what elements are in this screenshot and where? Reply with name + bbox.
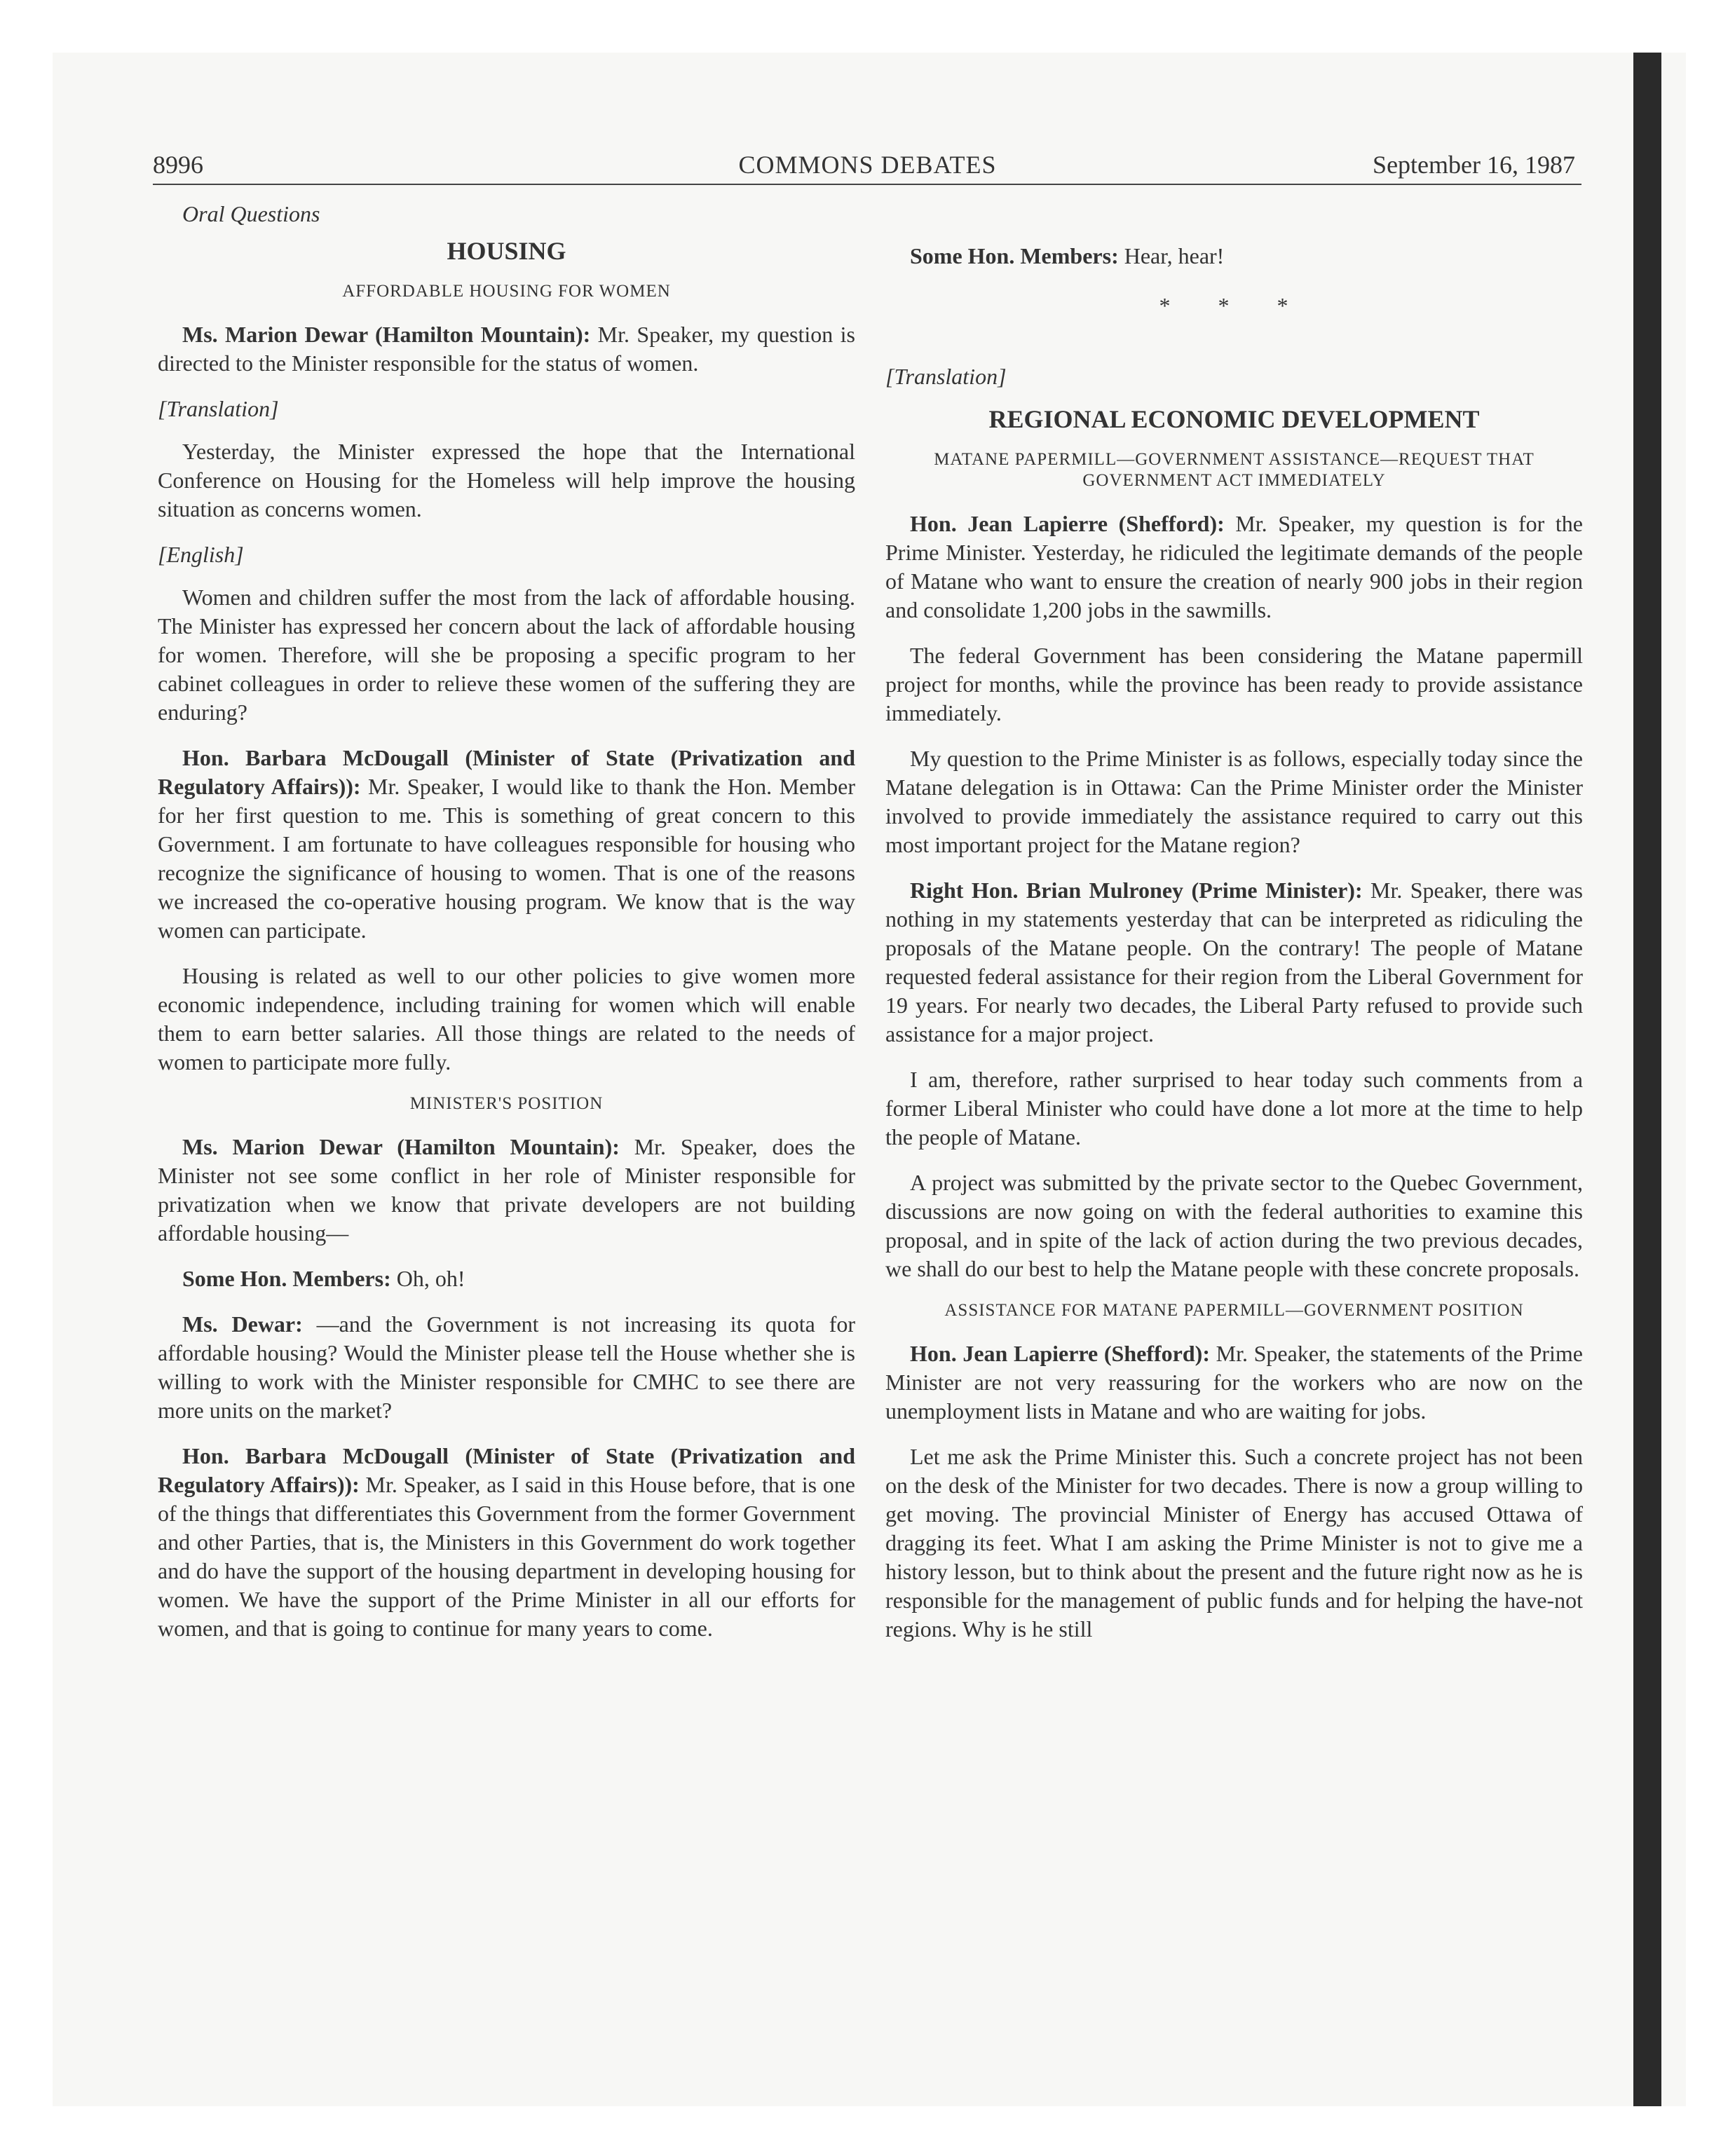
- section-separator: * * *: [1159, 293, 1309, 318]
- speaker-name: Ms. Marion Dewar (Hamilton Mountain):: [182, 322, 591, 347]
- speaker-name: Hon. Barbara McDougall (Minister of State (Privatization and Regulatory Affairs)):: [158, 1443, 855, 1497]
- speech-paragraph: Housing is related as well to our other policies to give women more economic independence, including training for women which will enable them to earn better salaries. All those things are related to the needs of women to participate more fully.: [158, 963, 855, 1074]
- speech-paragraph: The federal Government has been considering the Matane papermill project for months, while the province has been ready to provide assistance immediately.: [885, 643, 1583, 725]
- speech-text: Mr. Speaker, the statements of the Prime Minister are not very reassuring for the workers who are now on the unemployment lists in Matane and who are waiting for jobs.: [885, 1341, 1584, 1424]
- subheading: ASSISTANCE FOR MATANE PAPERMILL—GOVERNMENT POSITION: [944, 1301, 1524, 1320]
- speaker-name: Ms. Marion Dewar (Hamilton Mountain):: [182, 1134, 620, 1159]
- speaker-name: Hon. Jean Lapierre (Shefford):: [910, 1341, 1210, 1366]
- speech-paragraph: [158, 320, 855, 378]
- subheading: MINISTER'S POSITION: [409, 1094, 604, 1113]
- speech-text: Mr. Speaker, my question is for the Prime Minister. Yesterday, he ridiculed the legitimate demands of the people of Matane who want to ensure the creation of nearly 900 jobs in their region and consolidate 1,200 jobs in the sawmills.: [885, 511, 1584, 622]
- right-column: [885, 200, 1583, 1660]
- speech-text: Mr. Speaker, as I said in this House before, that is one of the things that differentiates this Government from the former Government and other Parties, that is, the Ministers in this Government do work together and do have the support of the housing department in developing housing for women. We have the support of the Prime Minister in all our efforts for women, and that is going to continue for many years to come.: [158, 1472, 856, 1641]
- header-rule: [153, 184, 1581, 185]
- speech-text: Oh, oh!: [390, 1266, 465, 1291]
- speech-paragraph: Yesterday, the Minister expressed the hope that the International Conference on Housing for the Homeless will help improve the housing situation as concerns women.: [158, 439, 855, 521]
- section-label: Oral Questions: [182, 201, 320, 226]
- speech-paragraph: [885, 876, 1583, 1049]
- section-heading: HOUSING: [447, 237, 566, 265]
- speech-paragraph: My question to the Prime Minister is as follows, especially today since the Matane delegation is in Ottawa: Can the Prime Minister order the Minister involved to provide immediately the assistance required to carry out this most important project for the Matane region?: [885, 746, 1583, 857]
- speech-paragraph: [885, 242, 1583, 271]
- speech-paragraph: [158, 1442, 855, 1643]
- speaker-name: Hon. Barbara McDougall (Minister of State (Privatization and Regulatory Affairs)):: [158, 745, 855, 799]
- speech-paragraph: [158, 1133, 855, 1248]
- speaker-name: Some Hon. Members:: [182, 1266, 391, 1291]
- speech-paragraph: Women and children suffer the most from the lack of affordable housing. The Minister has expressed her concern about the lack of affordable housing for women. Therefore, will she be proposing a specific program to her cabinet colleagues in order to relieve these women of the suffering they are enduring?: [158, 585, 855, 725]
- speech-text: Mr. Speaker, there was nothing in my statements yesterday that can be interpreted as ridiculing the proposals of the Matane people. On the contrary! The people of Matane requested federal assistance for their region from the Liberal Government for 19 years. For nearly two decades, the Liberal Party refused to provide such assistance for a major project.: [885, 878, 1584, 1046]
- speech-text: Mr. Speaker, does the Minister not see some conflict in her role of Minister responsible for privatization when we know that private developers are not building affordable housing—: [158, 1134, 855, 1246]
- speech-paragraph: [158, 744, 855, 945]
- section-heading: REGIONAL ECONOMIC DEVELOPMENT: [988, 405, 1480, 433]
- speech-text: —and the Government is not increasing its quota for affordable housing? Would the Minister please tell the House whether she is willing to work with the Minister responsible for CMHC to see there are more units on the market?: [158, 1311, 855, 1423]
- speaker-name: Some Hon. Members:: [910, 243, 1119, 268]
- left-column: [158, 200, 855, 1660]
- speaker-name: Hon. Jean Lapierre (Shefford):: [910, 511, 1225, 536]
- language-marker: [English]: [158, 542, 244, 567]
- speaker-name: Ms. Dewar:: [182, 1311, 303, 1337]
- speech-paragraph: [885, 510, 1583, 625]
- scan-edge-shadow: [1633, 53, 1661, 2106]
- speech-text: Mr. Speaker, I would like to thank the Hon. Member for her first question to me. This is something of great concern to this Government. I am fortunate to have colleagues responsible for housing who recognize the significance of housing to women. That is one of the reasons we increased the co-operative housing program. We know that is the way women can participate.: [158, 774, 856, 943]
- speech-paragraph: [885, 1339, 1583, 1426]
- publication-title: COMMONS DEBATES: [738, 151, 997, 179]
- language-marker: [Translation]: [158, 396, 279, 421]
- speech-paragraph: A project was submitted by the private sector to the Quebec Government, discussions are now going on with the federal authorities to examine this proposal, and in spite of the lack of action during the two previous decades, we shall do our best to help the Matane people with these concrete proposals.: [885, 1170, 1583, 1281]
- speech-text: Hear, hear!: [1118, 243, 1225, 268]
- speech-text: Mr. Speaker, my question is directed to the Minister responsible for the status of women.: [158, 322, 855, 376]
- speaker-name: Right Hon. Brian Mulroney (Prime Minister):: [910, 878, 1363, 903]
- subheading: MATANE PAPERMILL—GOVERNMENT ASSISTANCE—REQUEST THAT GOVERNMENT ACT IMMEDIATELY: [934, 450, 1535, 490]
- page-number: 8996: [153, 151, 203, 179]
- speech-paragraph: Let me ask the Prime Minister this. Such a concrete project has not been on the desk of the Minister for two decades. There is now a group willing to get moving. The provincial Minister of Energy has accused Ottawa of dragging its feet. What I am asking the Prime Minister is not to give me a history lesson, but to think about the present and the future right now as he is responsible for the management of public funds and for helping the have-not regions. Why is he still: [885, 1444, 1583, 1642]
- speech-paragraph: [158, 1264, 855, 1293]
- speech-paragraph: I am, therefore, rather surprised to hear today such comments from a former Liberal Minister who could have done a lot more at the time to help the people of Matane.: [885, 1067, 1583, 1149]
- language-marker: [Translation]: [885, 364, 1007, 389]
- subheading: AFFORDABLE HOUSING FOR WOMEN: [342, 282, 671, 301]
- publication-date: September 16, 1987: [1373, 151, 1575, 179]
- speech-paragraph: [158, 1310, 855, 1425]
